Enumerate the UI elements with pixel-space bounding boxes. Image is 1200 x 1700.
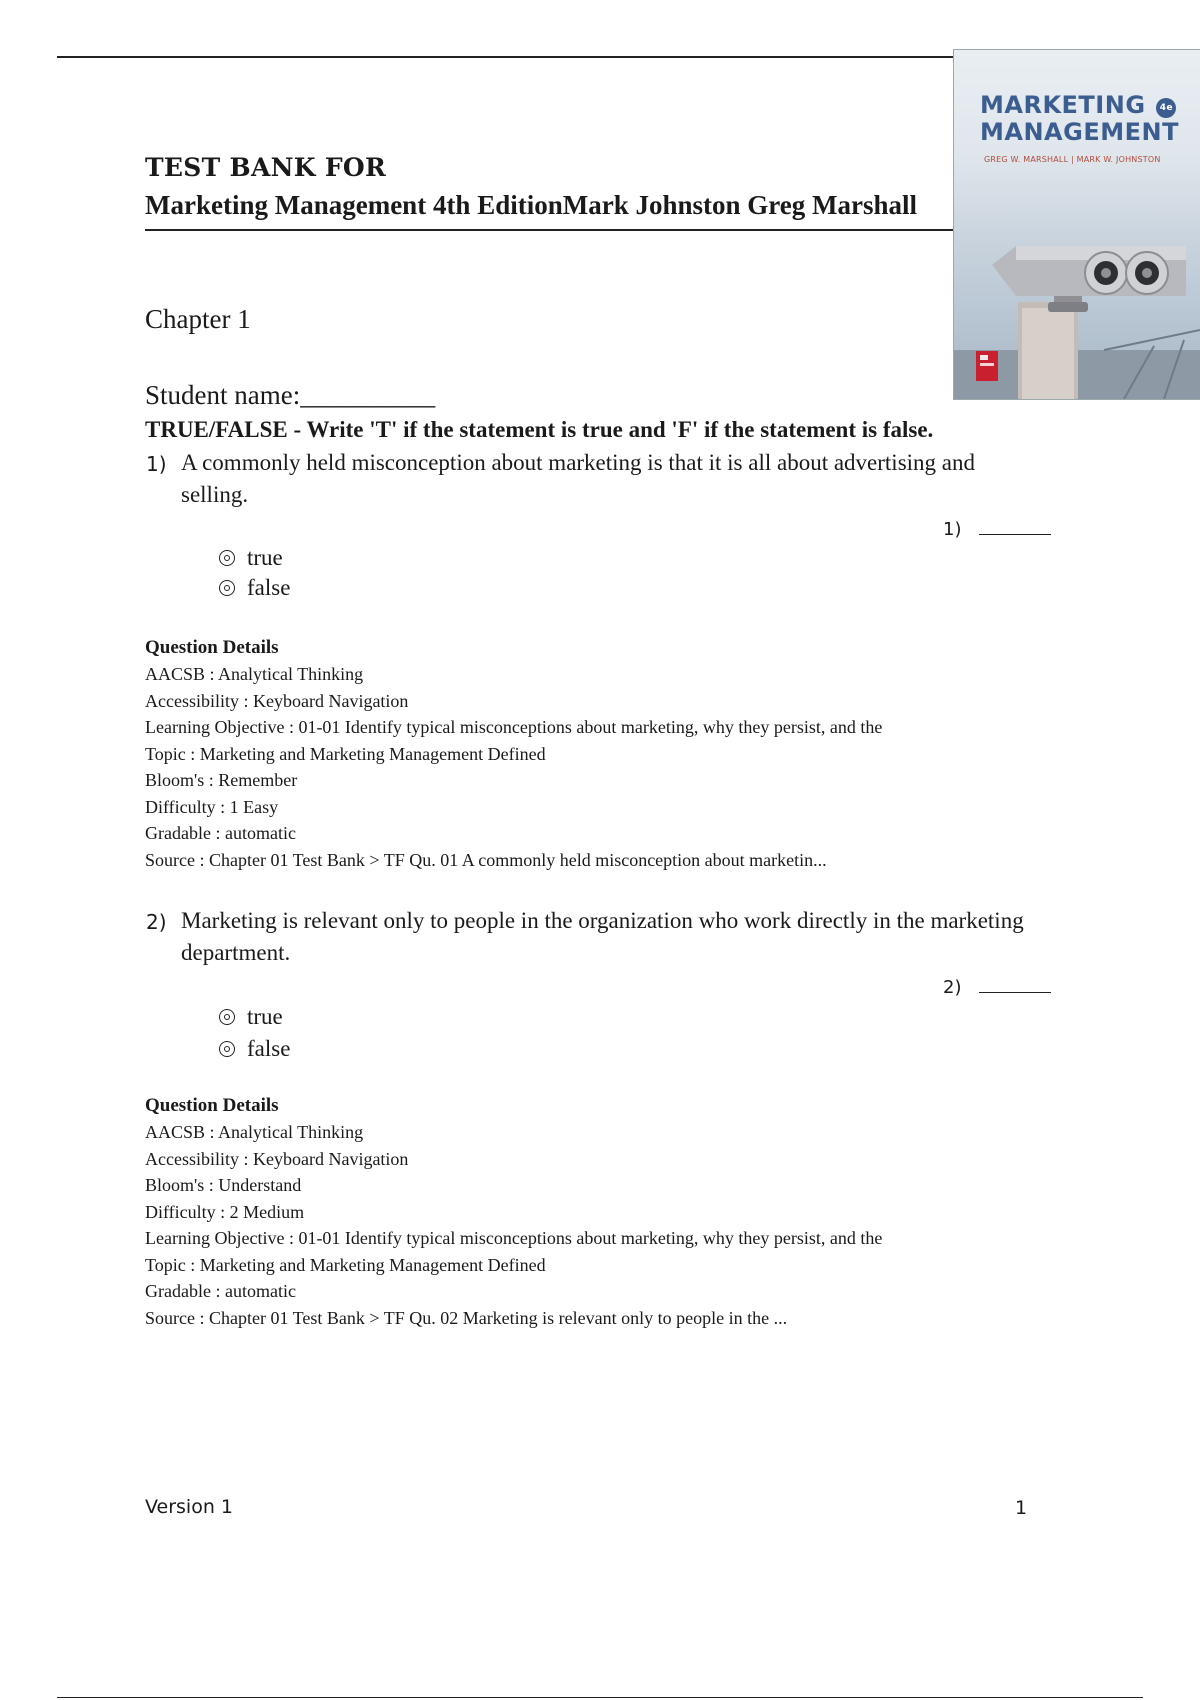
radio-icon[interactable] [219,580,235,596]
question-details-heading: Question Details [145,1095,279,1116]
question-text: A commonly held misconception about marketing is that it is all about advertising and selling. [181,450,975,507]
question-number: 2) [146,910,167,934]
footer-page-number: 1 [1015,1497,1028,1519]
detail-line: Bloom's : Understand [145,1175,302,1195]
answer-line[interactable] [979,520,1051,535]
answer-line[interactable] [979,978,1051,993]
instructions: TRUE/FALSE - Write 'T' if the statement is true and 'F' if the statement is false. [145,417,934,442]
detail-line: Learning Objective : 01-01 Identify typical misconceptions about marketing, why they persist, and the [145,1228,883,1248]
answer-blank[interactable]: 2) [943,977,1051,998]
detail-line: Gradable : automatic [145,1281,296,1301]
top-rule [57,56,957,58]
option-true[interactable]: true [219,1004,283,1030]
radio-icon[interactable] [219,550,235,566]
binocular-viewer-illustration [954,50,1200,399]
question-details [145,1119,882,1331]
title-underline [145,229,953,231]
detail-line: Difficulty : 2 Medium [145,1201,305,1222]
bottom-rule [57,1697,1143,1698]
detail-line: Accessibility : Keyboard Navigation [145,1148,409,1169]
cover-title: MARKETING 4e MANAGEMENT [980,91,1179,146]
radio-icon[interactable] [219,1009,235,1025]
book-cover-image [953,49,1200,400]
detail-line: AACSB : Analytical Thinking [145,664,364,684]
radio-icon[interactable] [219,1041,235,1057]
detail-line: AACSB : Analytical Thinking [145,1122,364,1142]
option-false[interactable]: false [219,1036,290,1062]
question-number: 1) [146,452,167,476]
test-bank-kicker: TEST BANK FOR [145,153,387,182]
detail-line: Difficulty : 1 Easy [145,796,279,817]
detail-line: Source : Chapter 01 Test Bank > TF Qu. 02 Marketing is relevant only to people in the ... [145,1307,788,1328]
question-text: Marketing is relevant only to people in the organization who work directly in the marketing department. [181,908,1024,965]
detail-line: Gradable : automatic [145,823,296,843]
option-true[interactable]: true [219,545,283,571]
answer-blank[interactable]: 1) [943,519,1051,540]
document-title: Marketing Management 4th EditionMark Johnston Greg Marshall [145,190,917,220]
student-name-field[interactable]: Student name:__________ [145,380,436,410]
footer-version: Version 1 [145,1496,233,1518]
option-false[interactable]: false [219,575,290,601]
detail-line: Topic : Marketing and Marketing Management Defined [145,1254,546,1275]
chapter-heading: Chapter 1 [145,304,251,334]
detail-line: Learning Objective : 01-01 Identify typical misconceptions about marketing, why they persist, and the [145,717,883,737]
question-details [145,661,882,873]
detail-line: Source : Chapter 01 Test Bank > TF Qu. 01 A commonly held misconception about marketin... [145,849,827,870]
cover-authors: GREG W. MARSHALL | MARK W. JOHNSTON [984,155,1161,164]
question-details-heading: Question Details [145,637,279,658]
edition-badge: 4e [1156,98,1176,118]
detail-line: Topic : Marketing and Marketing Management Defined [145,743,546,764]
detail-line: Accessibility : Keyboard Navigation [145,690,409,711]
detail-line: Bloom's : Remember [145,770,298,790]
